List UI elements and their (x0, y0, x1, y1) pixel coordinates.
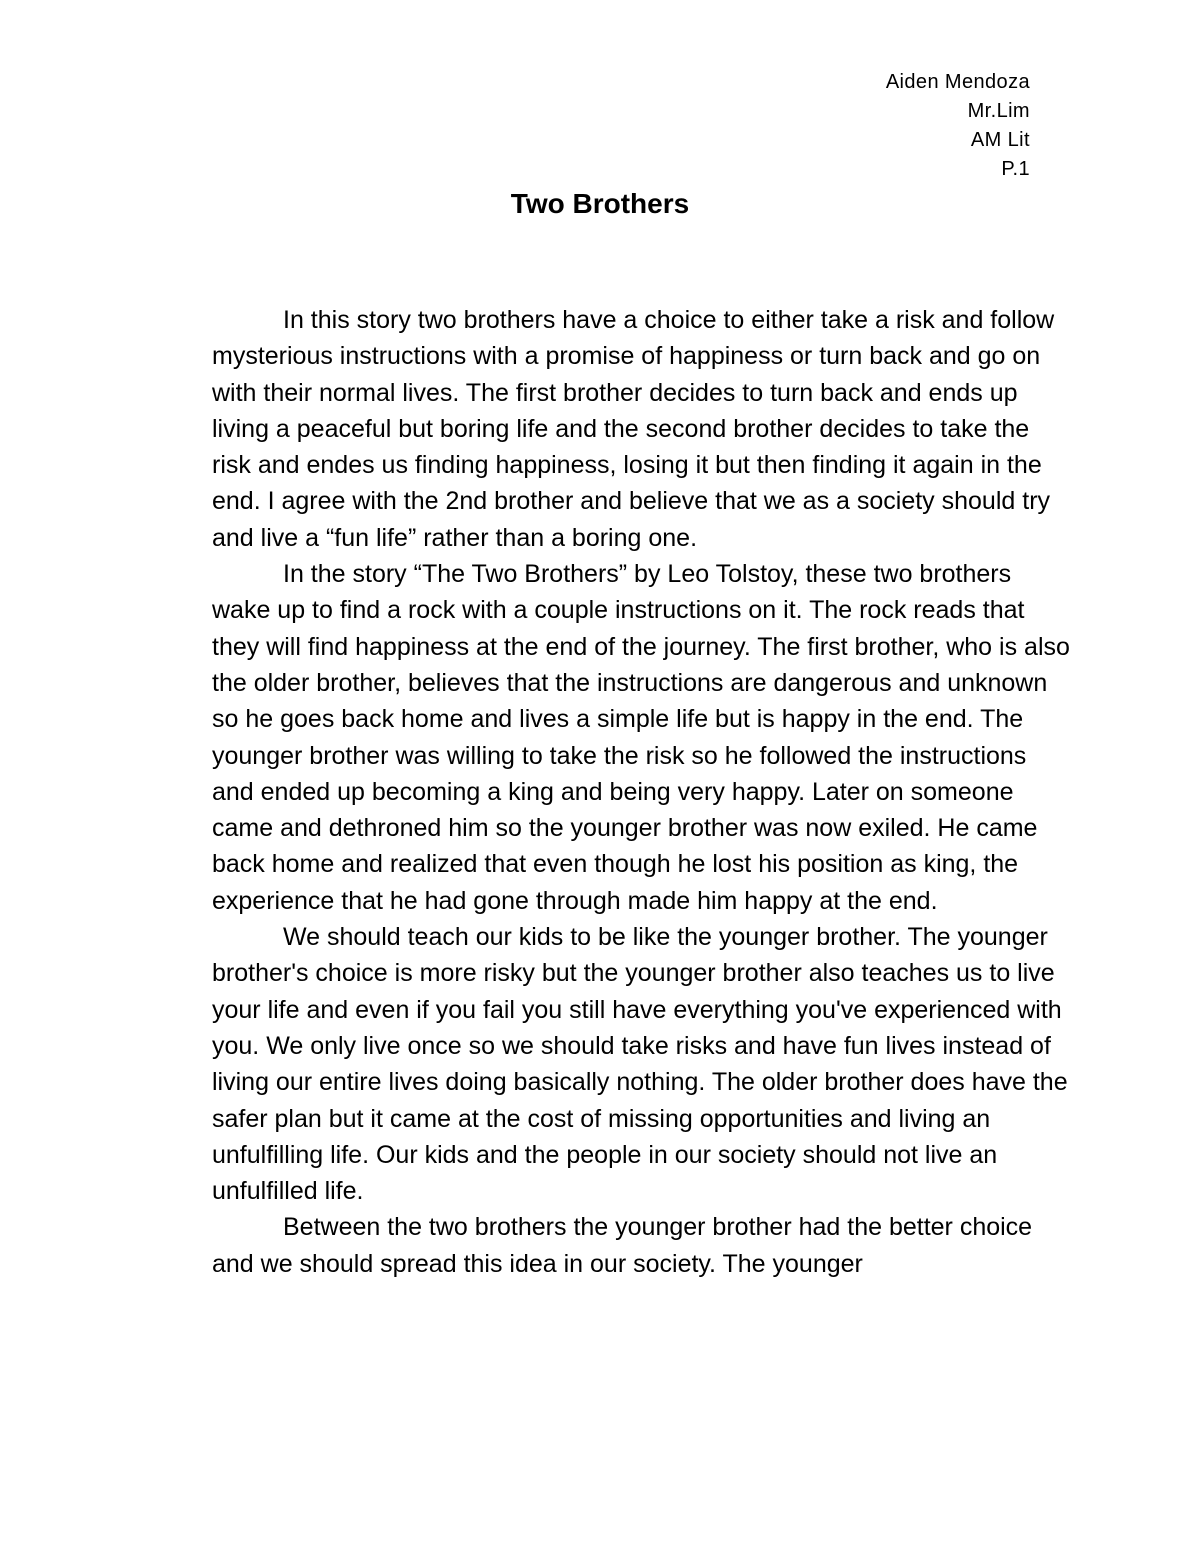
teacher-name: Mr.Lim (967, 100, 1030, 122)
paragraph: In this story two brothers have a choice to either take a risk and follow mysterious instructions with a promise of happiness or turn back and go on with their normal lives. The first brother decides to turn back and ends up living a peaceful but boring life and the second brother decides to take the risk and endes us finding happiness, losing it but then finding it again in the end. I agree with the 2nd brother and believe that we as a society should try and live a “fun life” rather than a boring one. (212, 306, 1055, 552)
header-block (886, 68, 1030, 184)
essay-body (212, 302, 1072, 1282)
student-name: Aiden Mendoza (885, 71, 1030, 93)
paragraph: In the story “The Two Brothers” by Leo Tolstoy, these two brothers wake up to find a rock with a couple instructions on it. The rock reads that they will find happiness at the end of the journey. The first brother, who is also the older brother, believes that the instructions are dangerous and unknown so he goes back home and lives a simple life but is happy in the end. The younger brother was willing to take the risk so he followed the instructions and ended up becoming a king and being very happy. Later on someone came and dethroned him so the younger brother was now exiled. He came back home and realized that even though he lost his position as king, the experience that he had gone through made him happy at the end. (212, 560, 1070, 915)
paragraph: We should teach our kids to be like the younger brother. The younger brother's choice is more risky but the younger brother also teaches us to live your life and even if you fail you still have everything you've experienced with you. We only live once so we should take risks and have fun lives instead of living our entire lives doing basically nothing. The older brother does have the safer plan but it came at the cost of missing opportunities and living an unfulfilling life. Our kids and the people in our society should not live an unfulfilled life. (212, 923, 1068, 1206)
course-name: AM Lit (970, 129, 1030, 151)
paragraph: Between the two brothers the younger brother had the better choice and we should spread this idea in our society. The younger (212, 1213, 1033, 1278)
document-title: Two Brothers (510, 188, 690, 219)
class-period: P.1 (1001, 158, 1030, 180)
